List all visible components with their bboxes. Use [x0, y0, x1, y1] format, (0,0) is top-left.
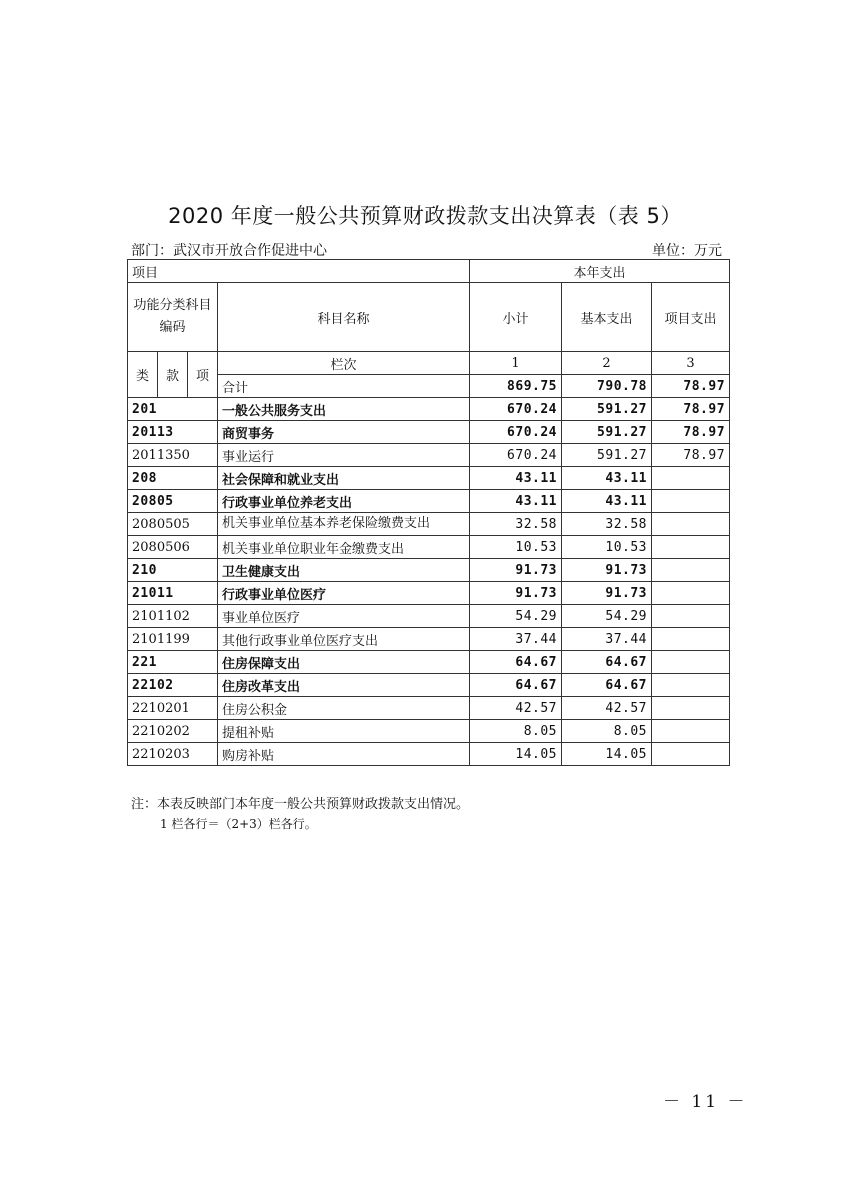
row-subtotal: 91.73: [470, 582, 562, 605]
total-label: 合计: [218, 375, 470, 398]
row-project: 78.97: [652, 398, 730, 421]
row-project: [652, 674, 730, 697]
row-project: [652, 467, 730, 490]
row-basic: 591.27: [562, 421, 652, 444]
row-subtotal: 42.57: [470, 697, 562, 720]
budget-table: [127, 259, 730, 766]
department-label: 部门：武汉市开放合作促进中心: [131, 243, 327, 259]
row-name: 事业单位医疗: [218, 605, 470, 628]
row-name: 社会保障和就业支出: [218, 467, 470, 490]
row-basic: 43.11: [562, 490, 652, 513]
page-number: － 11 －: [663, 1092, 748, 1112]
row-basic: 43.11: [562, 467, 652, 490]
table-row: [128, 674, 730, 697]
table-row: [128, 490, 730, 513]
table-row: [128, 421, 730, 444]
row-name: 住房改革支出: [218, 674, 470, 697]
unit-label: 单位：万元: [652, 243, 722, 259]
row-subtotal: 43.11: [470, 467, 562, 490]
note-line2: 1 栏各行＝（2+3）栏各行。: [160, 817, 317, 831]
row-subtotal: 37.44: [470, 628, 562, 651]
row-code: 208: [128, 467, 218, 490]
row-code: 21011: [128, 582, 218, 605]
table-row: [128, 536, 730, 559]
row-code: 2210203: [128, 743, 218, 766]
row-subtotal: 91.73: [470, 559, 562, 582]
row-basic: 91.73: [562, 559, 652, 582]
row-code: 20113: [128, 421, 218, 444]
row-name: 住房公积金: [218, 697, 470, 720]
row-subtotal: 43.11: [470, 490, 562, 513]
row-code: 221: [128, 651, 218, 674]
row-code: 2210202: [128, 720, 218, 743]
row-name: 行政事业单位养老支出: [218, 490, 470, 513]
row-code: 2101199: [128, 628, 218, 651]
row-basic: 8.05: [562, 720, 652, 743]
table-row: [128, 743, 730, 766]
row-basic: 64.67: [562, 674, 652, 697]
row-project: [652, 628, 730, 651]
row-code: 2080506: [128, 536, 218, 559]
row-project: [652, 605, 730, 628]
table-row: [128, 444, 730, 467]
table-header: [128, 260, 730, 398]
row-basic: 14.05: [562, 743, 652, 766]
row-basic: 91.73: [562, 582, 652, 605]
row-name: 住房保障支出: [218, 651, 470, 674]
header-kuan: 款: [158, 352, 188, 398]
header-xiang: 项: [188, 352, 218, 398]
row-project: [652, 490, 730, 513]
row-name: 商贸事务: [218, 421, 470, 444]
row-project: [652, 743, 730, 766]
row-name: 机关事业单位职业年金缴费支出: [218, 536, 470, 559]
header-col2: 2: [562, 352, 652, 375]
header-current-year-expense: 本年支出: [470, 260, 730, 283]
row-basic: 37.44: [562, 628, 652, 651]
row-basic: 42.57: [562, 697, 652, 720]
row-basic: 591.27: [562, 398, 652, 421]
row-code: 2210201: [128, 697, 218, 720]
table-row: [128, 559, 730, 582]
table-row: [128, 651, 730, 674]
row-basic: 32.58: [562, 513, 652, 536]
table-row: [128, 398, 730, 421]
row-project: 78.97: [652, 421, 730, 444]
table-row: [128, 582, 730, 605]
row-subtotal: 670.24: [470, 444, 562, 467]
header-lei: 类: [128, 352, 158, 398]
table-row: [128, 720, 730, 743]
row-subtotal: 54.29: [470, 605, 562, 628]
header-subtotal: 小计: [470, 283, 562, 352]
row-subtotal: 670.24: [470, 398, 562, 421]
table-row: [128, 605, 730, 628]
row-project: 78.97: [652, 444, 730, 467]
row-subtotal: 64.67: [470, 651, 562, 674]
total-project: 78.97: [652, 375, 730, 398]
row-basic: 591.27: [562, 444, 652, 467]
row-subtotal: 64.67: [470, 674, 562, 697]
row-subtotal: 8.05: [470, 720, 562, 743]
row-project: [652, 536, 730, 559]
header-func-code: 功能分类科目编码: [128, 283, 218, 352]
row-name: 事业运行: [218, 444, 470, 467]
row-basic: 64.67: [562, 651, 652, 674]
row-project: [652, 697, 730, 720]
row-subtotal: 14.05: [470, 743, 562, 766]
header-project-expense: 项目支出: [652, 283, 730, 352]
table-row: [128, 697, 730, 720]
row-name: 其他行政事业单位医疗支出: [218, 628, 470, 651]
row-project: [652, 582, 730, 605]
row-name: 一般公共服务支出: [218, 398, 470, 421]
header-subject-name: 科目名称: [218, 283, 470, 352]
row-name: 卫生健康支出: [218, 559, 470, 582]
row-code: 20805: [128, 490, 218, 513]
header-basic-expense: 基本支出: [562, 283, 652, 352]
page-title: 2020 年度一般公共预算财政拨款支出决算表（表 5）: [168, 204, 682, 228]
row-name: 机关事业单位基本养老保险缴费支出: [218, 513, 470, 536]
row-project: [652, 559, 730, 582]
row-project: [652, 651, 730, 674]
total-subtotal: 869.75: [470, 375, 562, 398]
total-basic: 790.78: [562, 375, 652, 398]
row-name: 购房补贴: [218, 743, 470, 766]
row-code: 2080505: [128, 513, 218, 536]
row-project: [652, 720, 730, 743]
row-project: [652, 513, 730, 536]
table-body: [128, 398, 730, 766]
note-line1: 注：本表反映部门本年度一般公共预算财政拨款支出情况。: [131, 797, 470, 812]
row-basic: 10.53: [562, 536, 652, 559]
row-name: 提租补贴: [218, 720, 470, 743]
row-name: 行政事业单位医疗: [218, 582, 470, 605]
row-subtotal: 670.24: [470, 421, 562, 444]
row-code: 2011350: [128, 444, 218, 467]
row-subtotal: 32.58: [470, 513, 562, 536]
row-basic: 54.29: [562, 605, 652, 628]
row-code: 22102: [128, 674, 218, 697]
header-col-order: 栏次: [218, 352, 470, 375]
table-row: [128, 513, 730, 536]
header-col1: 1: [470, 352, 562, 375]
table-row: [128, 628, 730, 651]
row-code: 2101102: [128, 605, 218, 628]
row-subtotal: 10.53: [470, 536, 562, 559]
table-row: [128, 467, 730, 490]
header-col3: 3: [652, 352, 730, 375]
row-code: 201: [128, 398, 218, 421]
header-project: 项目: [128, 260, 470, 283]
row-code: 210: [128, 559, 218, 582]
